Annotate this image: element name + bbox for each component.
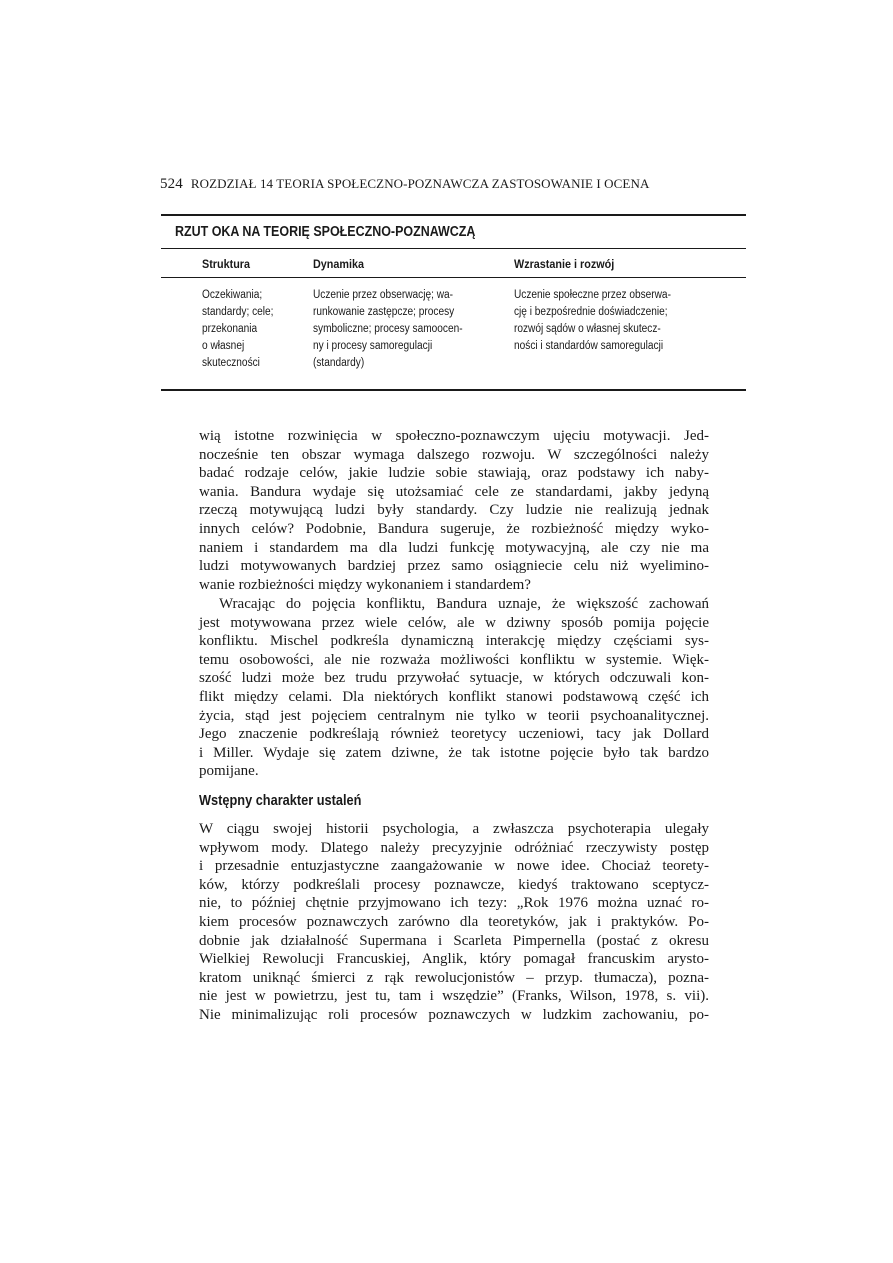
text-line: wpływom mody. Dlatego należy precyzyjnie odróżniać rzeczywisty postęp xyxy=(199,839,709,856)
text-line: kiem procesów poznawczych zarówno dla teoretyków, jak i praktyków. Po- xyxy=(199,913,709,930)
text-line: szość ludzi może bez trudu przywołać sytuacje, w których odczuwali kon- xyxy=(199,670,709,687)
cell-line: Oczekiwania; xyxy=(202,289,263,301)
text-line: wią istotne rozwinięcia w społeczno-poznawczym ujęciu motywacji. Jed- xyxy=(199,428,709,444)
text-line: ludzi motywowanych bardziej przez samo osiągniecie celu niż wyelimino- xyxy=(199,558,709,575)
cell-line: o własnej xyxy=(202,340,245,352)
text-line: Jego znaczenie podkreślają również teoretycy uczeniowi, tacy jak Dollard xyxy=(199,726,709,743)
text-line: Nie minimalizując roli procesów poznawczych w ludzkim zachowaniu, po- xyxy=(199,1006,709,1023)
text-line: jest motywowana przez wiele celów, ale w dziwny sposób pomija pojęcie xyxy=(199,614,709,631)
box-bottom-rule xyxy=(161,389,746,391)
box-title-rule xyxy=(161,248,746,249)
text-line: kratom uniknąć śmierci z rąk rewolucjonistów – przyp. tłumacza), pozna- xyxy=(199,969,709,986)
text-line: naniem i standardem ma dla ludzi funkcję motywacyjną, ale czy nie ma xyxy=(199,539,709,556)
text-line: konfliktu. Mischel podkreśla dynamiczną interakcję między częściami sys- xyxy=(199,633,709,650)
cell-line: przekonania xyxy=(202,323,258,335)
cell-line: rozwój sądów o własnej skutecz- xyxy=(514,323,661,335)
text-line: Wracając do pojęcia konfliktu, Bandura uznaje, że większość zachowań xyxy=(219,596,709,612)
cell-line: ności i standardów samoregulacji xyxy=(514,340,664,352)
running-head xyxy=(160,176,649,193)
text-line: nie, to później chętnie przyjmowano ich tezy: „Rok 1976 można uznać ro- xyxy=(199,895,709,912)
cell-line: symboliczne; procesy samoocen- xyxy=(313,323,463,335)
cell-growth xyxy=(514,287,671,355)
text-line: wanie rozbieżności między wykonaniem i standardem? xyxy=(199,576,531,593)
column-header-dynamics: Dynamika xyxy=(313,257,365,271)
cell-line: (standardy) xyxy=(313,357,365,369)
column-header-structure: Struktura xyxy=(202,257,251,271)
text-line: Wielkiej Rewolucji Francuskiej, Anglik, który pomagał francuskim arysto- xyxy=(199,951,709,968)
cell-line: skuteczności xyxy=(202,357,260,369)
text-line: nie jest w powietrzu, jest tu, tam i wszędzie” (Franks, Wilson, 1978, s. vii). xyxy=(199,988,709,1005)
cell-structure xyxy=(202,287,273,372)
text-line: innych celów? Podobnie, Bandura sugeruje, że rozbieżność między wyko- xyxy=(199,520,709,537)
paragraph-3 xyxy=(199,820,709,1025)
box-title: RZUT OKA NA TEORIĘ SPOŁECZNO-POZNAWCZĄ xyxy=(175,224,476,240)
cell-line: cję i bezpośrednie doświadczenie; xyxy=(514,306,668,318)
cell-line: runkowanie zastępcze; procesy xyxy=(313,306,455,318)
paragraph-2 xyxy=(199,595,709,781)
text-line: i Miller. Wydaje się zatem dziwne, że tak istotne pojęcie było tak bardzo xyxy=(199,744,709,761)
section-heading: Wstępny charakter ustaleń xyxy=(199,793,362,809)
page-number: 524 xyxy=(160,176,183,192)
text-line: rzeczą motywującą ludzi były standardy. Czy ludzie nie realizują jednak xyxy=(199,502,709,519)
cell-line: Uczenie społeczne przez obserwa- xyxy=(514,289,671,301)
text-line: i przesadnie entuzjastyczne zaangażowanie w nowe idee. Chociaż teorety- xyxy=(199,858,709,875)
box-header-rule xyxy=(161,277,746,278)
cell-line: ny i procesy samoregulacji xyxy=(313,340,433,352)
cell-line: Uczenie przez obserwację; wa- xyxy=(313,289,454,301)
text-line: W ciągu swojej historii psychologia, a zwłaszcza psychoterapia ulegały xyxy=(199,821,709,837)
cell-dynamics xyxy=(313,287,463,372)
text-line: flikt między celami. Dla niektórych konflikt stanowi podstawową część ich xyxy=(199,688,709,705)
cell-line: standardy; cele; xyxy=(202,306,274,318)
text-line: życia, stąd jest pojęciem centralnym nie tylko w teorii psychoanalitycznej. xyxy=(199,707,709,724)
text-line: wania. Bandura wydaje się utożsamiać cele ze standardami, jakby jedyną xyxy=(199,483,709,500)
column-header-growth: Wzrastanie i rozwój xyxy=(514,257,615,271)
box-top-rule xyxy=(161,214,746,216)
text-line: ków, którzy podkreślali procesy poznawcze, kiedyś traktowano sceptycz- xyxy=(199,876,709,893)
text-line: pomijane. xyxy=(199,763,259,780)
paragraph-1 xyxy=(199,427,709,594)
text-line: nocześnie ten obszar wymaga dalszego rozwoju. W szczególności należy xyxy=(199,446,709,463)
text-line: badać rodzaje celów, jakie ludzie sobie stawiają, oraz podstawy ich naby- xyxy=(199,465,709,482)
running-head-text: ROZDZIAŁ 14 TEORIA SPOŁECZNO-POZNAWCZA ZASTOSOWANIE I OCENA xyxy=(190,176,650,191)
text-line: temu osobowości, ale nie rozważa możliwości konfliktu w systemie. Więk- xyxy=(199,651,709,668)
text-line: dobnie jak działalność Supermana i Scarleta Pimpernella (postać z okresu xyxy=(199,932,709,949)
